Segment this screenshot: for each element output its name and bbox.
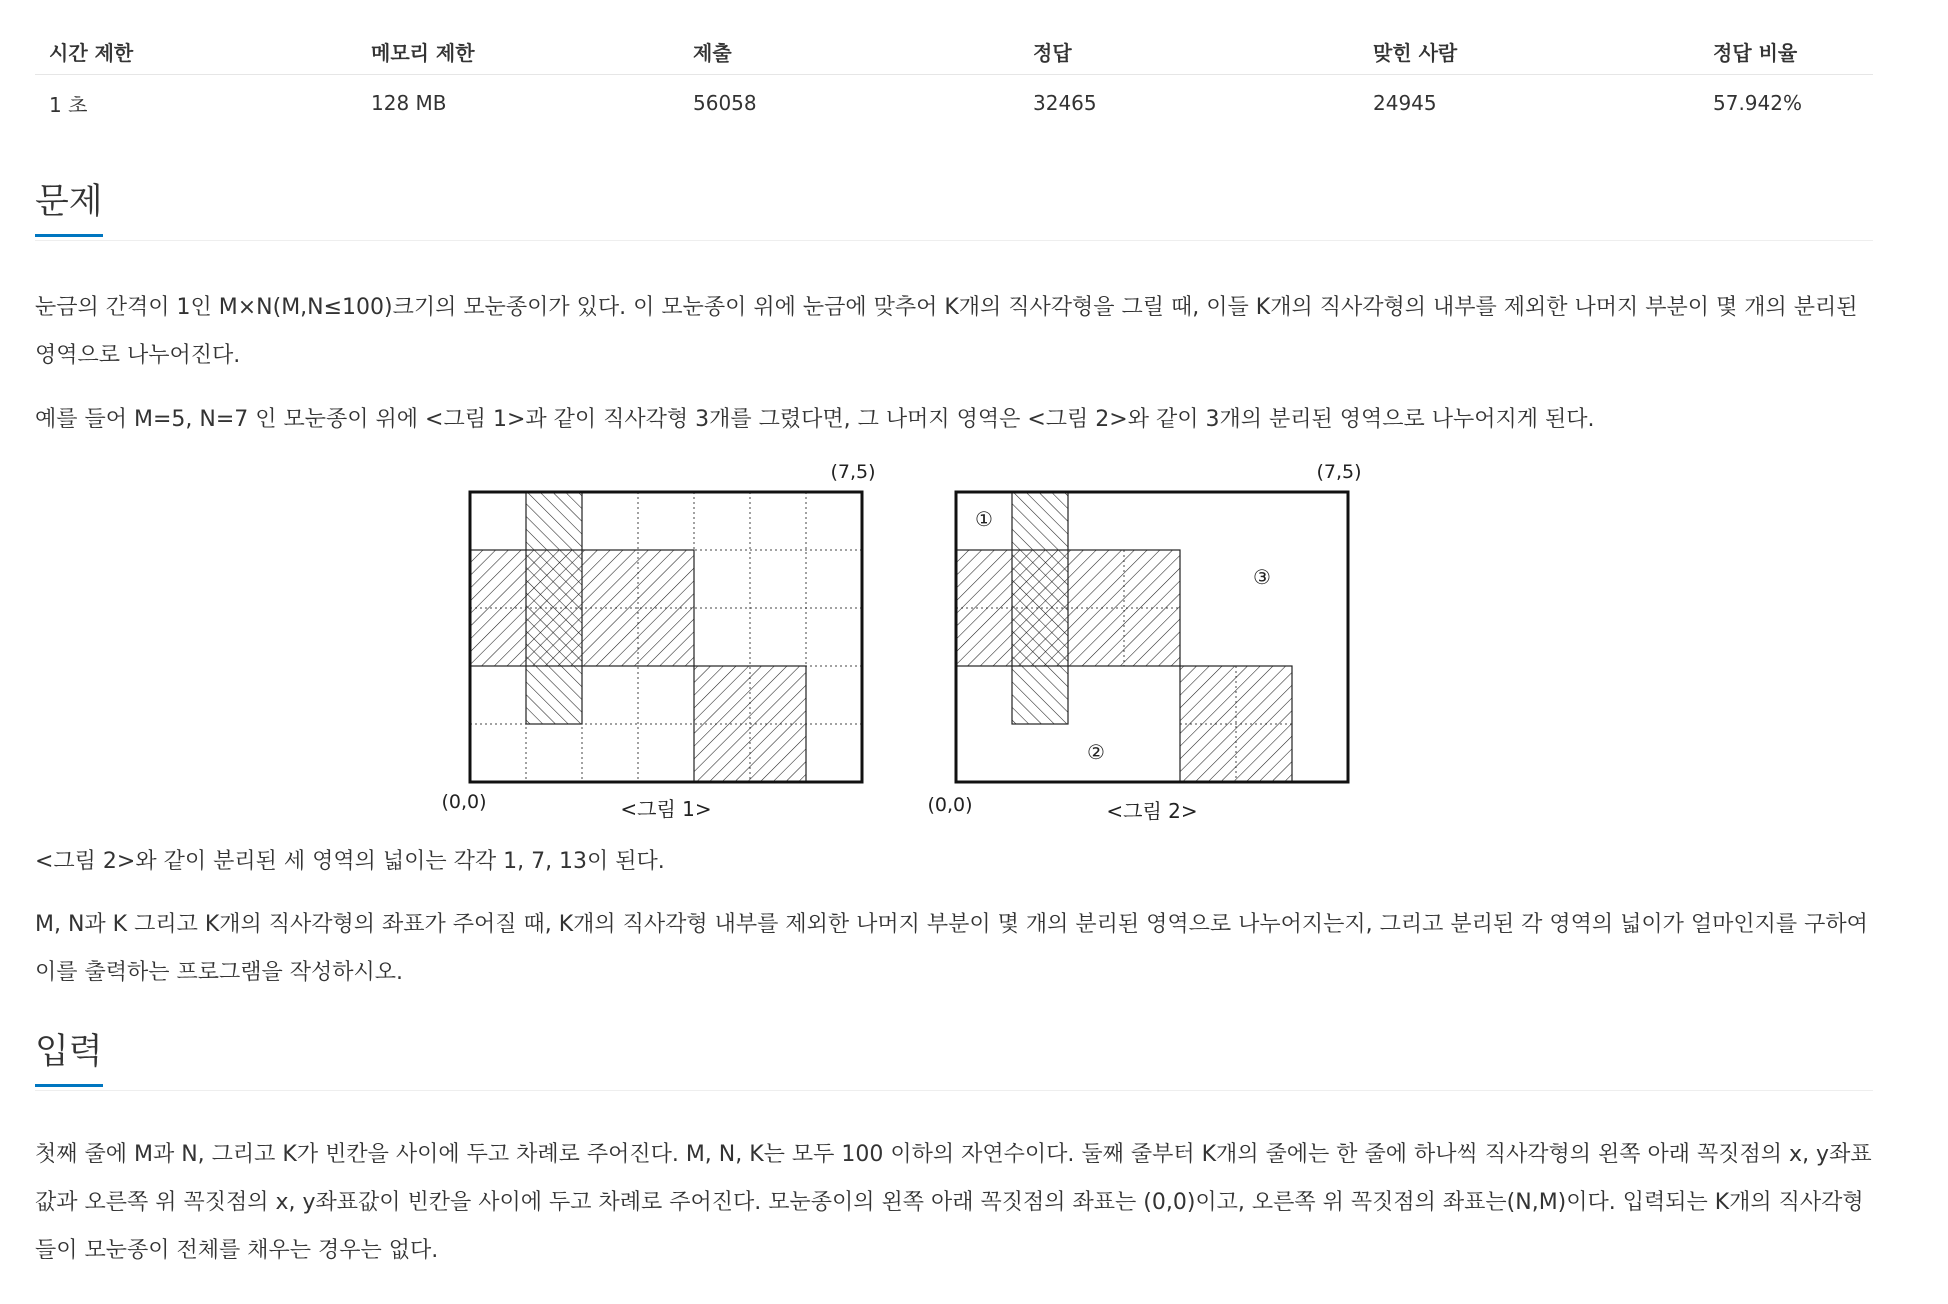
stats-submissions: 56058 xyxy=(693,91,757,115)
figure-2-region-3-label: ③ xyxy=(1253,565,1271,589)
problem-paragraph-4: M, N과 K 그리고 K개의 직사각형의 좌표가 주어질 때, K개의 직사각형 내부를 제외한 나머지 부분이 몇 개의 분리된 영역으로 나누어지는지, 그리고 분리된 각 영역의 넓이가 얼마인지를 구하여 이를 출력하는 프로그램을 작성하시오. xyxy=(35,912,1868,985)
figure-1 xyxy=(441,461,875,821)
figure-2-bottom-left-label: (0,0) xyxy=(927,794,973,816)
stats-header-memory-limit: 메모리 제한 xyxy=(357,28,679,75)
stats-header-accepted: 정답 xyxy=(1019,28,1359,75)
figure-2-caption: <그림 2> xyxy=(1106,799,1198,823)
stats-header-submissions: 제출 xyxy=(679,28,1019,75)
stats-header-row xyxy=(35,28,1873,75)
figure-1-bottom-left-label: (0,0) xyxy=(441,791,487,813)
problem-heading: 문제 xyxy=(35,182,103,237)
problem-section-heading xyxy=(35,182,1873,241)
stats-ratio: 57.942% xyxy=(1713,91,1802,115)
figure-1-rect-b xyxy=(470,550,694,666)
figure-1-rect-c xyxy=(694,666,806,782)
stats-solvers: 24945 xyxy=(1373,91,1437,115)
figure-2-rect-c xyxy=(1180,666,1292,782)
stats-memory-limit: 128 MB xyxy=(371,91,447,115)
figure-2-region-1-label: ① xyxy=(975,507,993,531)
grid-figure-svg xyxy=(441,448,1430,830)
stats-accepted: 32465 xyxy=(1033,91,1097,115)
stats-time-limit: 1 초 xyxy=(49,92,88,117)
problem-paragraph-2: 예를 들어 M=5, N=7 인 모눈종이 위에 <그림 1>과 같이 직사각형 3개를 그렸다면, 그 나머지 영역은 <그림 2>와 같이 3개의 분리된 영역으로 나누어지게 된다. xyxy=(35,407,1595,432)
figure-2 xyxy=(927,461,1361,823)
figure-2-rect-b xyxy=(956,550,1180,666)
figure-2-region-2-label: ② xyxy=(1087,740,1105,764)
stats-table xyxy=(35,28,1873,131)
problem-paragraph-3: <그림 2>와 같이 분리된 세 영역의 넓이는 각각 1, 7, 13이 된다. xyxy=(35,849,665,874)
input-paragraph-1: 첫째 줄에 M과 N, 그리고 K가 빈칸을 사이에 두고 차례로 주어진다. M, N, K는 모두 100 이하의 자연수이다. 둘째 줄부터 K개의 줄에는 한 줄에 하나씩 직사각형의 왼쪽 아래 꼭짓점의 x, y좌표값과 오른쪽 위 꼭짓점의 x, y좌표값이 빈칸을 사이에 두고 차례로 주어진다. 모눈종이의 왼쪽 아래 꼭짓점의 좌표는 (0,0)이고, 오른쪽 위 꼭짓점의 좌표는(N,M)이다. 입력되는 K개의 직사각형들이 모눈종이 전체를 채우는 경우는 없다. xyxy=(35,1142,1872,1263)
input-section-heading xyxy=(35,1032,1873,1091)
problem-paragraph-1: 눈금의 간격이 1인 M×N(M,N≤100)크기의 모눈종이가 있다. 이 모눈종이 위에 눈금에 맞추어 K개의 직사각형을 그릴 때, 이들 K개의 직사각형의 내부를 제외한 나머지 부분이 몇 개의 분리된 영역으로 나누어진다. xyxy=(35,295,1858,368)
problem-figure xyxy=(441,448,1430,830)
stats-header-time-limit: 시간 제한 xyxy=(35,28,357,75)
stats-value-row xyxy=(35,75,1873,132)
figure-2-top-right-label: (7,5) xyxy=(1316,461,1362,483)
figure-1-top-right-label: (7,5) xyxy=(830,461,876,483)
input-heading: 입력 xyxy=(35,1032,103,1087)
stats-header-solvers: 맞힌 사람 xyxy=(1359,28,1699,75)
stats-header-ratio: 정답 비율 xyxy=(1699,28,1873,75)
figure-1-caption: <그림 1> xyxy=(620,797,712,821)
